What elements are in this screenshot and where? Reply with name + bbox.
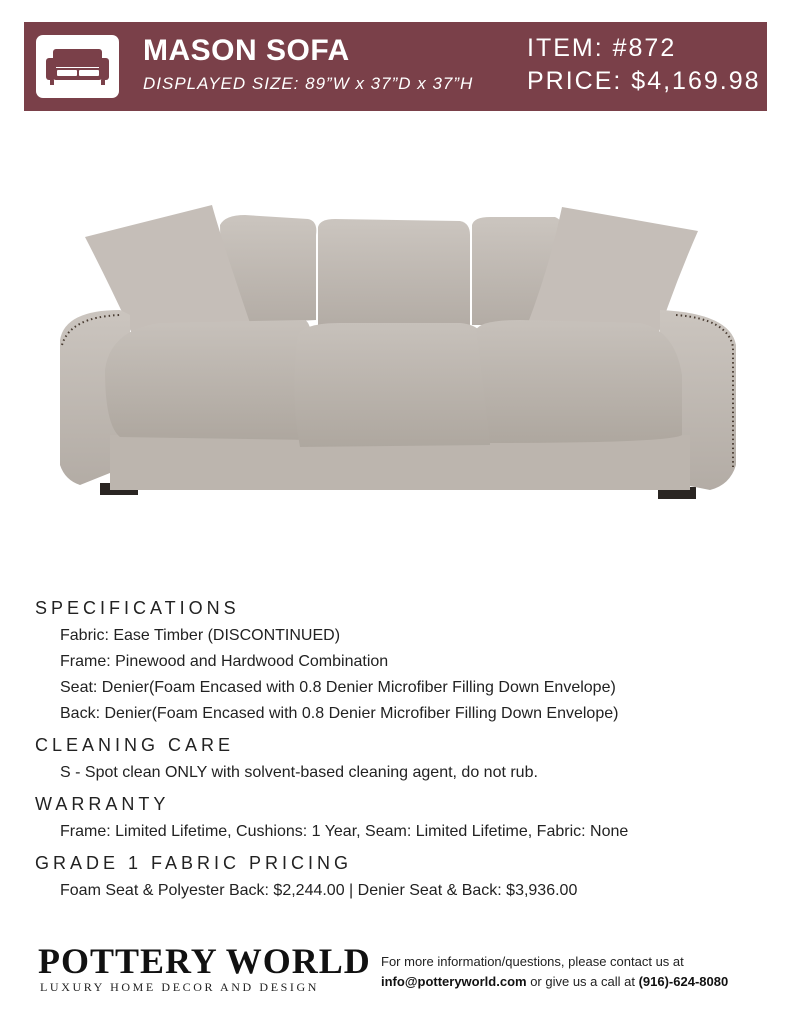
email-link[interactable]: info@potteryworld.com — [381, 974, 527, 989]
spec-line: Fabric: Ease Timber (DISCONTINUED) — [60, 627, 341, 644]
product-title: MASON SOFA — [143, 34, 350, 67]
contact-line-2 — [381, 972, 728, 992]
price: PRICE: $4,169.98 — [527, 67, 761, 95]
specifications-heading: SPECIFICATIONS — [35, 598, 240, 618]
spec-line: Seat: Denier(Foam Encased with 0.8 Denier Microfiber Filling Down Envelope) — [60, 679, 616, 696]
cleaning-line: S - Spot clean ONLY with solvent-based cleaning agent, do not rub. — [60, 764, 538, 781]
pricing-heading: GRADE 1 FABRIC PRICING — [35, 853, 353, 873]
contact-mid: or give us a call at — [526, 974, 639, 989]
phone-link[interactable]: (916)-624-8080 — [638, 974, 729, 989]
sofa-photo — [50, 195, 750, 505]
brand-tagline: LUXURY HOME DECOR AND DESIGN — [40, 980, 320, 994]
cleaning-section — [35, 735, 775, 786]
pricing-section — [35, 853, 775, 904]
item-number: ITEM: #872 — [527, 34, 677, 62]
warranty-section — [35, 794, 775, 845]
details-section — [35, 598, 775, 912]
cleaning-heading: CLEANING CARE — [35, 735, 235, 755]
warranty-heading: WARRANTY — [35, 794, 170, 814]
pricing-line: Foam Seat & Polyester Back: $2,244.00 | Denier Seat & Back: $3,936.00 — [60, 882, 578, 899]
sofa-icon — [44, 45, 111, 88]
brand-logo: POTTERY WORLD — [38, 941, 371, 981]
contact-info — [381, 952, 728, 992]
header-banner — [24, 22, 767, 111]
spec-line: Back: Denier(Foam Encased with 0.8 Denier Microfiber Filling Down Envelope) — [60, 705, 619, 722]
displayed-size: DISPLAYED SIZE: 89”W x 37”D x 37”H — [143, 74, 474, 93]
footer — [38, 940, 768, 1000]
spec-line: Frame: Pinewood and Hardwood Combination — [60, 653, 389, 670]
contact-line: For more information/questions, please contact us at — [381, 954, 684, 969]
logo-box — [36, 35, 119, 98]
specifications-section — [35, 598, 775, 727]
warranty-line: Frame: Limited Lifetime, Cushions: 1 Year, Seam: Limited Lifetime, Fabric: None — [60, 823, 629, 840]
